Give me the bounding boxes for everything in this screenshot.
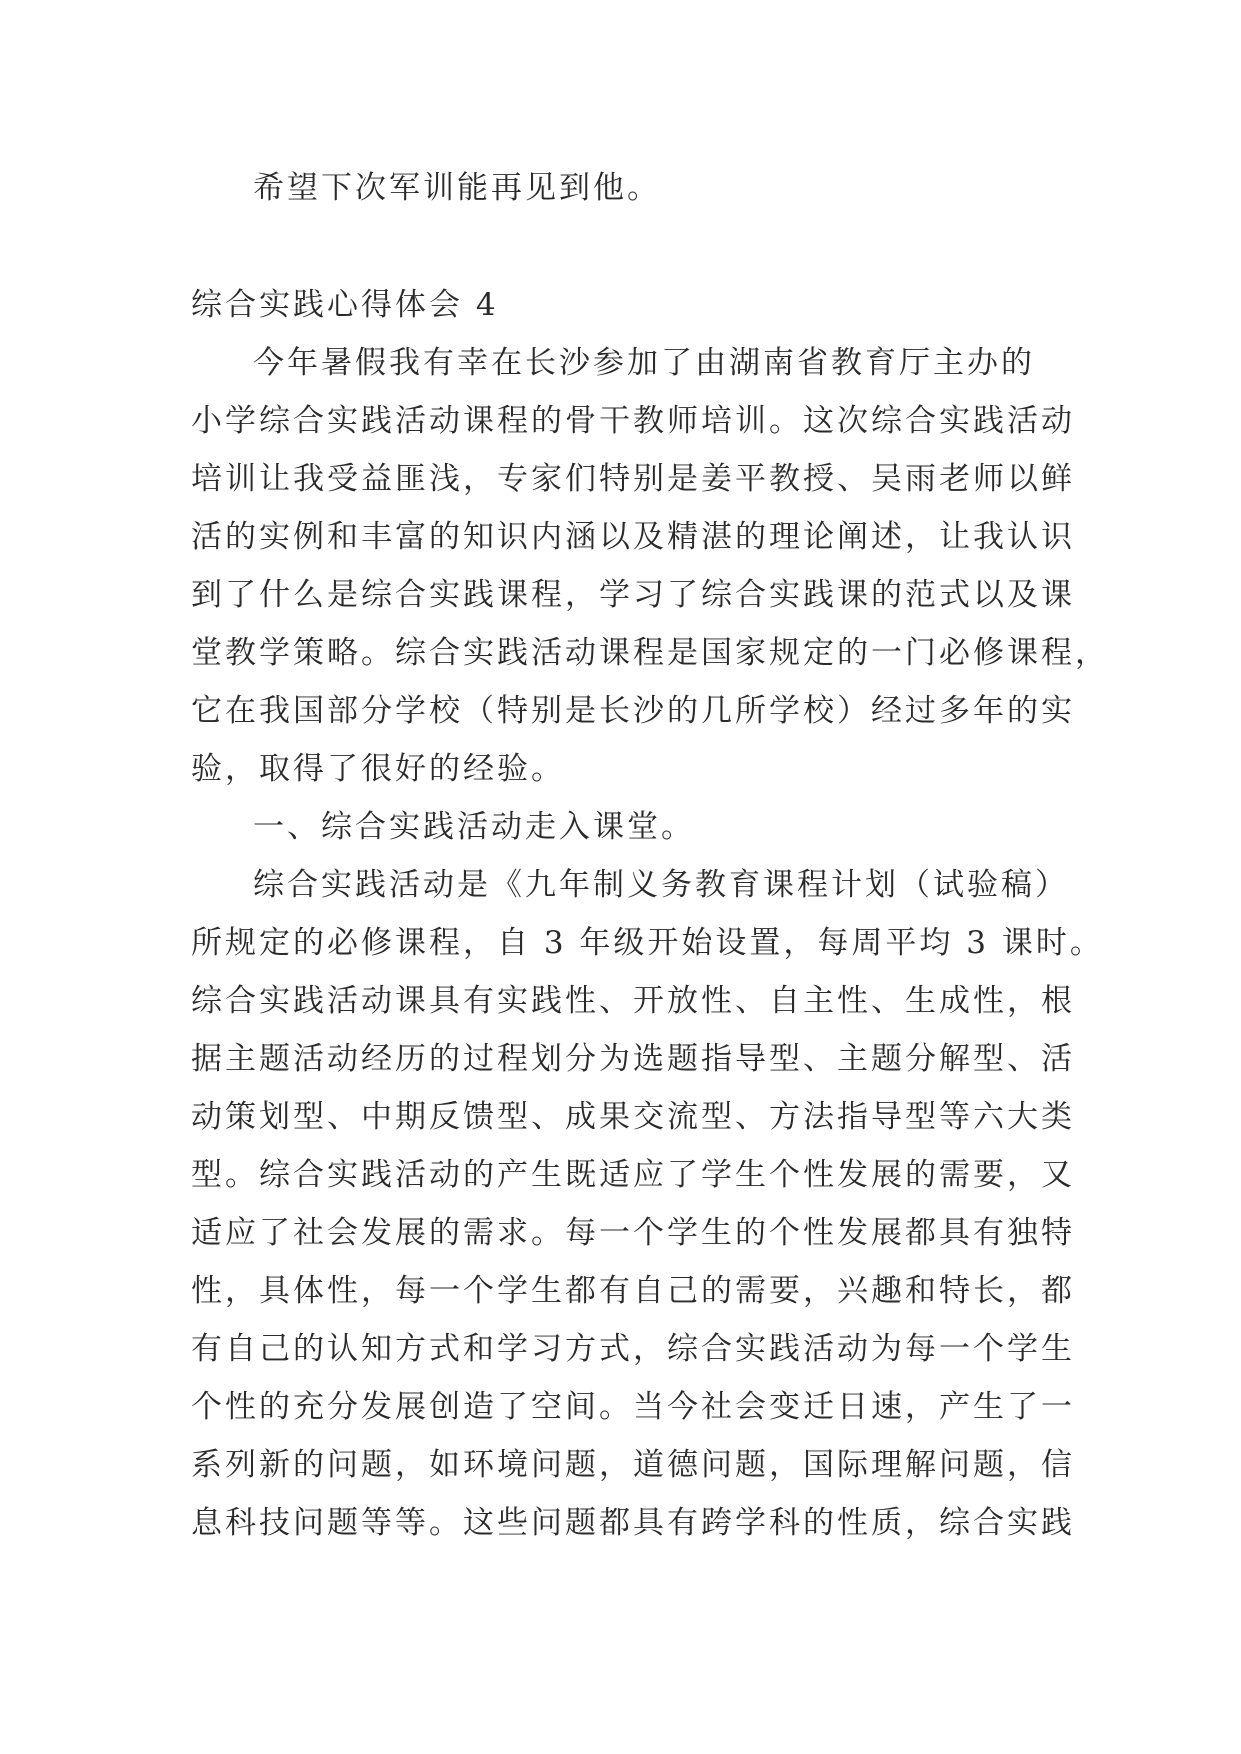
body-line: 培训让我受益匪浅，专家们特别是姜平教授、吴雨老师以鲜	[191, 461, 1075, 497]
body-line: 型。综合实践活动的产生既适应了学生个性发展的需要，又	[191, 1157, 1075, 1193]
body-line: 动策划型、中期反馈型、成果交流型、方法指导型等六大类	[191, 1099, 1075, 1135]
body-line: 活的实例和丰富的知识内涵以及精湛的理论阐述，让我认识	[191, 519, 1075, 555]
body-line: 今年暑假我有幸在长沙参加了由湖南省教育厅主办的	[253, 345, 1035, 381]
body-line: 小学综合实践活动课程的骨干教师培训。这次综合实践活动	[191, 403, 1075, 439]
body-line: 它在我国部分学校（特别是长沙的几所学校）经过多年的实	[191, 693, 1075, 729]
body-line: 综合实践活动是《九年制义务教育课程计划（试验稿）	[253, 867, 1069, 903]
subheading: 一、综合实践活动走入课堂。	[253, 809, 695, 845]
body-line: 有自己的认知方式和学习方式，综合实践活动为每一个学生	[191, 1331, 1075, 1367]
body-line: 适应了社会发展的需求。每一个学生的个性发展都具有独特	[191, 1215, 1075, 1251]
section-title: 综合实践心得体会 4	[191, 287, 499, 323]
body-line: 个性的充分发展创造了空间。当今社会变迁日速，产生了一	[191, 1389, 1075, 1425]
body-line: 性，具体性，每一个学生都有自己的需要，兴趣和特长，都	[191, 1273, 1075, 1309]
body-line: 堂教学策略。综合实践活动课程是国家规定的一门必修课程，	[191, 635, 1109, 671]
body-line: 验，取得了很好的经验。	[191, 751, 565, 787]
intro-line: 希望下次军训能再见到他。	[253, 170, 661, 206]
body-line: 息科技问题等等。这些问题都具有跨学科的性质，综合实践	[191, 1505, 1075, 1541]
body-line: 到了什么是综合实践课程，学习了综合实践课的范式以及课	[191, 577, 1075, 613]
body-line: 据主题活动经历的过程划分为选题指导型、主题分解型、活	[191, 1041, 1075, 1077]
body-line: 所规定的必修课程，自 3 年级开始设置，每周平均 3 课时。	[191, 925, 1104, 961]
body-line: 系列新的问题，如环境问题，道德问题，国际理解问题，信	[191, 1447, 1075, 1483]
body-line: 综合实践活动课具有实践性、开放性、自主性、生成性，根	[191, 983, 1075, 1019]
